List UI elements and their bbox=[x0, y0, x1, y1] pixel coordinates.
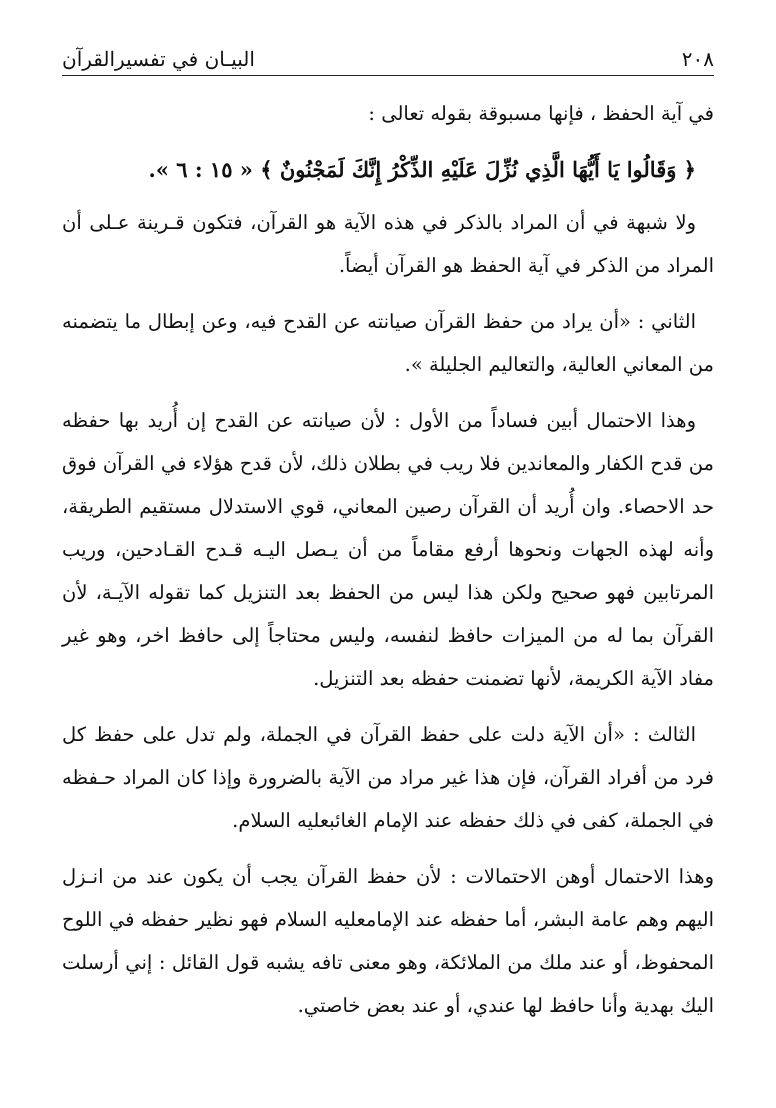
paragraph: الثاني : «أن يراد من حفظ القرآن صيانته عن القدح فيه، وعن إبطال ما يتضمنه من المعاني العالية، والتعاليم الجليلة ». bbox=[62, 310, 714, 376]
running-header bbox=[62, 40, 714, 76]
quran-verse: ﴿ وَقَالُوا يَا أَيُّهَا الَّذِي نُزِّلَ عَلَيْهِ الذِّكْرُ إِنَّكَ لَمَجْنُونٌ ﴾ « ١٥ : ٦ ». bbox=[148, 157, 696, 182]
paragraph: الثالث : «أن الآية دلت على حفظ القرآن في الجملة، ولم تدل على حفظ كل فرد من أفراد القرآن، فإن هذا غير مراد من الآية بالضرورة وإذا كان المراد حـفظه في الجملة، كفى في ذلك حفظه عند الإمام الغائبعليه السلام. bbox=[62, 723, 714, 832]
book-title: البيـان في تفسيرالقرآن bbox=[62, 47, 255, 71]
paragraph: ولا شبهة في أن المراد بالذكر في هذه الآية هو القرآن، فتكون قـرينة عـلى أن المراد من الذكر في آية الحفظ هو القرآن أيضاً. bbox=[62, 211, 714, 277]
page-body bbox=[62, 92, 714, 1040]
paragraph: وهذا الاحتمال أبين فساداً من الأول : لأن صيانته عن القدح إن أُريد بها حفظه من قدح الكفار والمعاندين فلا ريب في بطلان ذلك، لأن قدح هؤلاء في القرآن فوق حد الاحصاء. وان أُريد أن القرآن رصين المعاني، قوي الاستدلال مستقيم الطريقة، وأنه لهذه الجهات ونحوها أرفع مقاماً من أن يـصل اليـه قـدح القـادحين، وريب المرتابين فهو صحيح ولكن هذا ليس من الحفظ بعد التنزيل كما تقوله الآيـة، لأن القرآن بما له من الميزات حافظ لنفسه، وليس محتاجاً إلى حافظ اخر، وهو غير مفاد الآية الكريمة، لأنها تضمنت حفظه بعد التنزيل. bbox=[62, 409, 715, 690]
page-number: ٢٠٨ bbox=[681, 47, 714, 71]
paragraph-intro: في آية الحفظ ، فإنها مسبوقة بقوله تعالى : bbox=[368, 102, 714, 125]
paragraph: وهذا الاحتمال أوهن الاحتمالات : لأن حفظ القرآن يجب أن يكون عند من انـزل اليهم وهم عامة البشر، أما حفظه عند الإمامعليه السلام فهو نظير حفظه في اللوح المحفوظ، أو عند ملك من الملائكة، وهو معنى تافه يشبه قول القائل : إني أرسلت اليك بهدية وأنا حافظ لها عندي، أو عند بعض خاصتي. bbox=[62, 865, 714, 1017]
